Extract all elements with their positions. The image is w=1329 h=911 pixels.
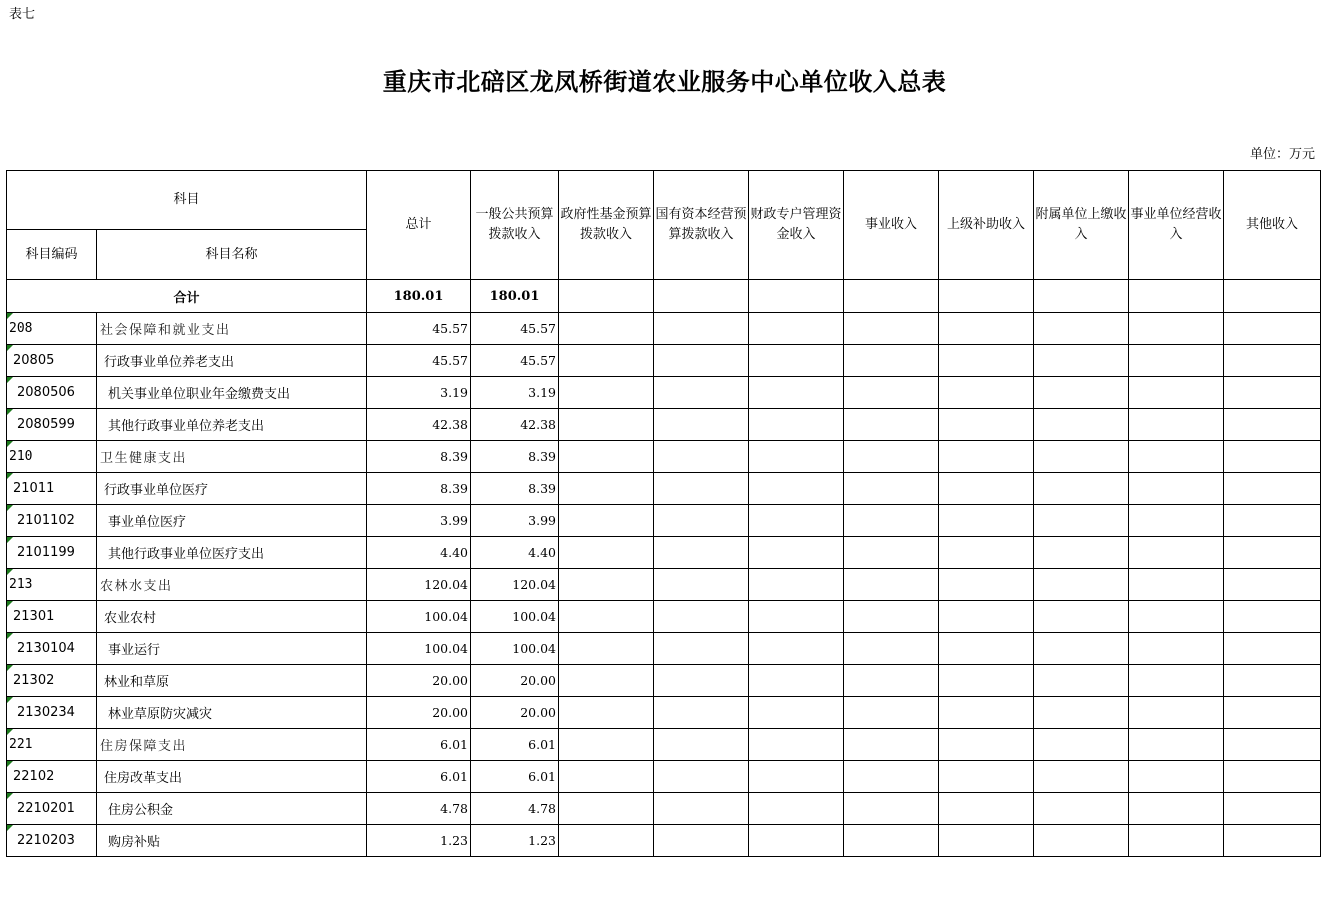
subject-code-text: 20805 <box>13 353 55 368</box>
empty-cell <box>844 793 939 825</box>
subject-code <box>7 761 97 793</box>
empty-cell <box>749 569 844 601</box>
cell-marker-icon <box>7 665 13 671</box>
empty-cell <box>1034 377 1129 409</box>
header-affiliated-income: 附属单位上缴收入 <box>1034 171 1129 280</box>
total-label: 合计 <box>7 280 367 313</box>
empty-cell <box>654 633 749 665</box>
empty-cell <box>1034 601 1129 633</box>
subject-code-text: 22102 <box>13 769 55 784</box>
empty-cell <box>749 473 844 505</box>
subject-code <box>7 377 97 409</box>
subject-name: 其他行政事业单位养老支出 <box>97 409 367 441</box>
table-row <box>7 697 1321 729</box>
empty-cell <box>654 377 749 409</box>
subject-code <box>7 569 97 601</box>
subject-name: 卫生健康支出 <box>97 441 367 473</box>
empty-cell <box>939 729 1034 761</box>
empty-cell <box>1224 697 1321 729</box>
subject-code <box>7 633 97 665</box>
subject-name: 住房公积金 <box>97 793 367 825</box>
row-total: 42.38 <box>367 409 471 441</box>
table-row <box>7 377 1321 409</box>
subject-code <box>7 825 97 857</box>
empty-cell <box>939 601 1034 633</box>
empty-cell <box>559 473 654 505</box>
empty-cell <box>749 633 844 665</box>
subject-code <box>7 793 97 825</box>
empty-cell <box>844 409 939 441</box>
table-row <box>7 441 1321 473</box>
total-general-budget: 180.01 <box>471 280 559 313</box>
row-total: 4.40 <box>367 537 471 569</box>
table-row <box>7 409 1321 441</box>
empty-cell <box>749 601 844 633</box>
row-total: 45.57 <box>367 313 471 345</box>
subject-name: 农业农村 <box>97 601 367 633</box>
row-general-budget: 100.04 <box>471 601 559 633</box>
empty-cell <box>1129 537 1224 569</box>
subject-code-text: 221 <box>9 737 33 752</box>
empty-cell <box>1129 633 1224 665</box>
empty-cell <box>1034 569 1129 601</box>
empty-cell <box>654 665 749 697</box>
empty-cell <box>1034 793 1129 825</box>
empty-cell <box>749 761 844 793</box>
empty-cell <box>1129 345 1224 377</box>
row-general-budget: 4.78 <box>471 793 559 825</box>
empty-cell <box>654 473 749 505</box>
header-special-fund: 财政专户管理资金收入 <box>749 171 844 280</box>
row-total: 8.39 <box>367 441 471 473</box>
subject-code-text: 2210201 <box>17 801 75 816</box>
table-row <box>7 761 1321 793</box>
row-total: 20.00 <box>367 665 471 697</box>
empty-cell <box>1034 729 1129 761</box>
empty-cell <box>559 793 654 825</box>
empty-cell <box>1034 537 1129 569</box>
subject-code-text: 2080506 <box>17 385 75 400</box>
subject-code <box>7 473 97 505</box>
empty-cell <box>1034 665 1129 697</box>
table-row <box>7 665 1321 697</box>
header-superior-subsidy: 上级补助收入 <box>939 171 1034 280</box>
subject-code <box>7 441 97 473</box>
empty-cell <box>939 505 1034 537</box>
subject-code <box>7 345 97 377</box>
row-general-budget: 8.39 <box>471 473 559 505</box>
row-total: 8.39 <box>367 473 471 505</box>
cell-marker-icon <box>7 633 13 639</box>
empty-cell <box>559 665 654 697</box>
empty-cell <box>844 537 939 569</box>
subject-code-text: 210 <box>9 449 33 464</box>
subject-code <box>7 697 97 729</box>
row-general-budget: 8.39 <box>471 441 559 473</box>
subject-name: 林业草原防灾减灾 <box>97 697 367 729</box>
table-row <box>7 633 1321 665</box>
empty-cell <box>1224 345 1321 377</box>
empty-cell <box>559 345 654 377</box>
header-general-budget: 一般公共预算拨款收入 <box>471 171 559 280</box>
empty-cell <box>1129 569 1224 601</box>
row-total: 6.01 <box>367 761 471 793</box>
empty-cell <box>749 313 844 345</box>
row-total: 1.23 <box>367 825 471 857</box>
empty-cell <box>1224 313 1321 345</box>
empty-cell <box>749 793 844 825</box>
empty-cell <box>749 729 844 761</box>
empty-cell <box>1224 793 1321 825</box>
empty-cell <box>939 761 1034 793</box>
empty-cell <box>1224 473 1321 505</box>
empty-cell <box>1034 441 1129 473</box>
row-general-budget: 6.01 <box>471 729 559 761</box>
empty-cell <box>1129 697 1224 729</box>
subject-code <box>7 665 97 697</box>
empty-cell <box>654 729 749 761</box>
empty-cell <box>939 825 1034 857</box>
empty-cell <box>1129 377 1224 409</box>
row-general-budget: 45.57 <box>471 345 559 377</box>
income-summary-table <box>6 170 1321 857</box>
subject-code-text: 2101199 <box>17 545 75 560</box>
table-body <box>7 313 1321 857</box>
table-row <box>7 505 1321 537</box>
subject-name: 购房补贴 <box>97 825 367 857</box>
empty-cell <box>844 697 939 729</box>
empty-cell <box>939 377 1034 409</box>
table-row <box>7 825 1321 857</box>
empty-cell <box>559 537 654 569</box>
empty-cell <box>1224 761 1321 793</box>
subject-code <box>7 537 97 569</box>
empty-cell <box>749 537 844 569</box>
header-subject-name: 科目名称 <box>97 230 367 280</box>
empty-cell <box>1129 761 1224 793</box>
table-row <box>7 345 1321 377</box>
empty-cell <box>1034 409 1129 441</box>
empty-cell <box>844 729 939 761</box>
empty-cell <box>844 761 939 793</box>
row-total: 20.00 <box>367 697 471 729</box>
subject-code-text: 21302 <box>13 673 55 688</box>
subject-name: 住房改革支出 <box>97 761 367 793</box>
empty-cell <box>844 473 939 505</box>
cell-marker-icon <box>7 793 13 799</box>
cell-marker-icon <box>7 441 13 447</box>
row-total: 100.04 <box>367 601 471 633</box>
subject-code-text: 2101102 <box>17 513 75 528</box>
empty-cell <box>1129 505 1224 537</box>
cell-marker-icon <box>7 409 13 415</box>
table-row <box>7 473 1321 505</box>
subject-code-text: 213 <box>9 577 33 592</box>
subject-code-text: 2130104 <box>17 641 75 656</box>
empty-cell <box>654 601 749 633</box>
empty-cell <box>1224 601 1321 633</box>
empty-cell <box>1224 505 1321 537</box>
cell-marker-icon <box>7 313 13 319</box>
row-general-budget: 6.01 <box>471 761 559 793</box>
row-general-budget: 45.57 <box>471 313 559 345</box>
cell-marker-icon <box>7 345 13 351</box>
subject-code-text: 21011 <box>13 481 55 496</box>
empty-cell <box>1129 665 1224 697</box>
empty-cell <box>654 313 749 345</box>
row-general-budget: 120.04 <box>471 569 559 601</box>
row-general-budget: 42.38 <box>471 409 559 441</box>
empty-cell <box>939 793 1034 825</box>
cell-marker-icon <box>7 505 13 511</box>
empty-cell <box>559 313 654 345</box>
empty-cell <box>1129 793 1224 825</box>
empty-cell <box>1224 569 1321 601</box>
empty-cell <box>1129 313 1224 345</box>
empty-cell <box>654 761 749 793</box>
page-title: 重庆市北碚区龙凤桥街道农业服务中心单位收入总表 <box>382 67 947 96</box>
empty-cell <box>844 665 939 697</box>
empty-cell <box>559 409 654 441</box>
cell-marker-icon <box>7 473 13 479</box>
header-subject-code: 科目编码 <box>7 230 97 280</box>
empty-cell <box>1034 761 1129 793</box>
empty-cell <box>654 569 749 601</box>
row-total: 45.57 <box>367 345 471 377</box>
row-total: 6.01 <box>367 729 471 761</box>
empty-cell <box>1224 377 1321 409</box>
empty-cell <box>844 441 939 473</box>
empty-cell <box>1129 729 1224 761</box>
empty-cell <box>939 665 1034 697</box>
subject-name: 住房保障支出 <box>97 729 367 761</box>
subject-code <box>7 505 97 537</box>
empty-cell <box>559 729 654 761</box>
empty-cell <box>1034 505 1129 537</box>
empty-cell <box>1129 441 1224 473</box>
row-general-budget: 20.00 <box>471 697 559 729</box>
empty-cell <box>844 345 939 377</box>
empty-cell <box>939 313 1034 345</box>
empty-cell <box>559 377 654 409</box>
empty-cell <box>1034 313 1129 345</box>
table-row <box>7 729 1321 761</box>
total-value: 180.01 <box>367 280 471 313</box>
subject-code <box>7 601 97 633</box>
empty-cell <box>939 441 1034 473</box>
subject-name: 机关事业单位职业年金缴费支出 <box>97 377 367 409</box>
empty-cell <box>749 441 844 473</box>
empty-cell <box>1224 409 1321 441</box>
empty-cell <box>654 537 749 569</box>
empty-cell <box>844 377 939 409</box>
empty-cell <box>1129 409 1224 441</box>
empty-cell <box>654 793 749 825</box>
empty-cell <box>1224 537 1321 569</box>
empty-cell <box>844 569 939 601</box>
subject-code-text: 208 <box>9 321 33 336</box>
cell-marker-icon <box>7 537 13 543</box>
empty-cell <box>654 505 749 537</box>
empty-cell <box>1224 441 1321 473</box>
empty-cell <box>939 633 1034 665</box>
header-state-capital: 国有资本经营预算拨款收入 <box>654 171 749 280</box>
empty-cell <box>844 633 939 665</box>
empty-cell <box>1034 697 1129 729</box>
empty-cell <box>939 473 1034 505</box>
row-general-budget: 100.04 <box>471 633 559 665</box>
empty-cell <box>654 345 749 377</box>
empty-cell <box>1034 473 1129 505</box>
table-row <box>7 537 1321 569</box>
empty-cell <box>1224 665 1321 697</box>
subject-code-text: 21301 <box>13 609 55 624</box>
cell-marker-icon <box>7 569 13 575</box>
cell-marker-icon <box>7 729 13 735</box>
subject-code <box>7 409 97 441</box>
empty-cell <box>559 601 654 633</box>
empty-cell <box>749 409 844 441</box>
row-total: 3.99 <box>367 505 471 537</box>
header-business-income: 事业收入 <box>844 171 939 280</box>
empty-cell <box>1224 633 1321 665</box>
subject-code-text: 2210203 <box>17 833 75 848</box>
table-row <box>7 313 1321 345</box>
empty-cell <box>749 377 844 409</box>
empty-cell <box>844 825 939 857</box>
header-operating-income: 事业单位经营收入 <box>1129 171 1224 280</box>
subject-name: 行政事业单位医疗 <box>97 473 367 505</box>
header-other-income: 其他收入 <box>1224 171 1321 280</box>
row-total: 100.04 <box>367 633 471 665</box>
cell-marker-icon <box>7 697 13 703</box>
empty-cell <box>749 665 844 697</box>
empty-cell <box>939 409 1034 441</box>
row-total: 120.04 <box>367 569 471 601</box>
empty-cell <box>844 505 939 537</box>
subject-name: 事业运行 <box>97 633 367 665</box>
empty-cell <box>939 569 1034 601</box>
empty-cell <box>749 345 844 377</box>
empty-cell <box>559 761 654 793</box>
row-general-budget: 3.19 <box>471 377 559 409</box>
subject-name: 林业和草原 <box>97 665 367 697</box>
empty-cell <box>939 697 1034 729</box>
empty-cell <box>1129 473 1224 505</box>
table-row <box>7 601 1321 633</box>
subject-name: 其他行政事业单位医疗支出 <box>97 537 367 569</box>
subject-code-text: 2130234 <box>17 705 75 720</box>
sheet-label: 表七 <box>9 7 36 22</box>
subject-name: 农林水支出 <box>97 569 367 601</box>
empty-cell <box>749 697 844 729</box>
empty-cell <box>1129 601 1224 633</box>
cell-marker-icon <box>7 825 13 831</box>
empty-cell <box>844 601 939 633</box>
empty-cell <box>559 441 654 473</box>
empty-cell <box>939 537 1034 569</box>
empty-cell <box>1034 825 1129 857</box>
empty-cell <box>1129 825 1224 857</box>
subject-code <box>7 313 97 345</box>
empty-cell <box>559 825 654 857</box>
subject-name: 行政事业单位养老支出 <box>97 345 367 377</box>
total-row <box>7 280 1321 313</box>
empty-cell <box>559 505 654 537</box>
row-total: 3.19 <box>367 377 471 409</box>
empty-cell <box>654 697 749 729</box>
unit-label: 单位：万元 <box>1249 147 1315 162</box>
empty-cell <box>1034 633 1129 665</box>
row-general-budget: 3.99 <box>471 505 559 537</box>
row-general-budget: 4.40 <box>471 537 559 569</box>
table-row <box>7 793 1321 825</box>
subject-name: 社会保障和就业支出 <box>97 313 367 345</box>
empty-cell <box>559 569 654 601</box>
table-row <box>7 569 1321 601</box>
cell-marker-icon <box>7 601 13 607</box>
cell-marker-icon <box>7 377 13 383</box>
empty-cell <box>749 825 844 857</box>
empty-cell <box>559 633 654 665</box>
empty-cell <box>654 409 749 441</box>
empty-cell <box>844 313 939 345</box>
subject-code <box>7 729 97 761</box>
row-general-budget: 1.23 <box>471 825 559 857</box>
empty-cell <box>749 505 844 537</box>
empty-cell <box>1224 825 1321 857</box>
row-total: 4.78 <box>367 793 471 825</box>
empty-cell <box>654 441 749 473</box>
header-gov-fund: 政府性基金预算拨款收入 <box>559 171 654 280</box>
subject-name: 事业单位医疗 <box>97 505 367 537</box>
empty-cell <box>1224 729 1321 761</box>
empty-cell <box>939 345 1034 377</box>
header-total: 总计 <box>367 171 471 280</box>
header-subject: 科目 <box>7 171 367 230</box>
empty-cell <box>1034 345 1129 377</box>
subject-code-text: 2080599 <box>17 417 75 432</box>
row-general-budget: 20.00 <box>471 665 559 697</box>
cell-marker-icon <box>7 761 13 767</box>
empty-cell <box>654 825 749 857</box>
empty-cell <box>559 697 654 729</box>
